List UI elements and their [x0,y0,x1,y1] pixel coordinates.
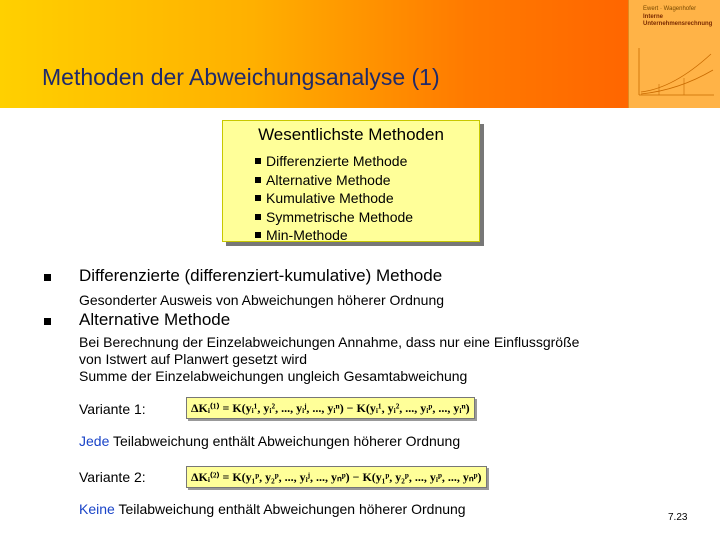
book-cover-image [628,0,720,108]
section2-line3: Summe der Einzelabweichungen ungleich Gesamtabweichung [79,368,468,384]
list-item: Kumulative Methode [255,189,413,208]
bullet-square-icon [255,158,261,164]
variant2-note [79,500,466,518]
list-item: Alternative Methode [255,171,413,190]
variant1-note-text: Teilabweichung enthält Abweichungen höherer Ordnung [109,433,461,449]
slide-title: Methoden der Abweichungsanalyse (1) [42,64,440,90]
summary-box [222,120,480,242]
list-item: Differenzierte Methode [255,152,413,171]
book-author: Ewert · Wagenhofer [643,6,697,12]
bullet-square-icon [255,195,261,201]
page-number: 7.23 [668,512,688,523]
bullet-square-icon [44,318,51,325]
variant2-formula: ΔKᵢ⁽²⁾ = K(y₁ᵖ, y₂ᵖ, ..., yᵢʲ, ..., yₙᵖ) − K(y₁ᵖ, y₂ᵖ, ..., yᵢᵖ, ..., yₙᵖ) [186,466,487,488]
variant1-formula: ΔKᵢ⁽¹⁾ = K(yᵢ¹, yᵢ², ..., yᵢʲ, ..., yᵢⁿ) − K(yᵢ¹, yᵢ², ..., yᵢᵖ, ..., yᵢⁿ) [186,397,475,419]
book-graph-icon [629,40,720,108]
section1-heading: Differenzierte (differenziert-kumulative) Methode [79,266,443,285]
bullet-square-icon [255,177,261,183]
bullet-square-icon [255,232,261,238]
variant2-note-highlight: Keine [79,501,115,517]
section2-line1: Bei Berechnung der Einzelabweichungen Annahme, dass nur eine Einflussgröße [79,334,580,350]
section2-line2: von Istwert auf Planwert gesetzt wird [79,351,307,367]
variant1-label: Variante 1: [79,401,146,417]
summary-heading: Wesentlichste Methoden [258,125,444,144]
bullet-square-icon [44,274,51,281]
section2-heading: Alternative Methode [79,310,231,329]
variant1-note [79,432,460,450]
variant2-label: Variante 2: [79,469,146,485]
section1-text: Gesonderter Ausweis von Abweichungen höherer Ordnung [79,292,445,308]
variant1-note-highlight: Jede [79,433,110,449]
bullet-square-icon [255,214,261,220]
list-item: Symmetrische Methode [255,208,413,227]
header-banner [0,0,720,108]
book-title: Interne Unternehmensrechnung [643,14,713,27]
variant2-note-text: Teilabweichung enthält Abweichungen höherer Ordnung [114,501,466,517]
list-item: Min-Methode [255,226,413,245]
summary-list [255,152,413,245]
